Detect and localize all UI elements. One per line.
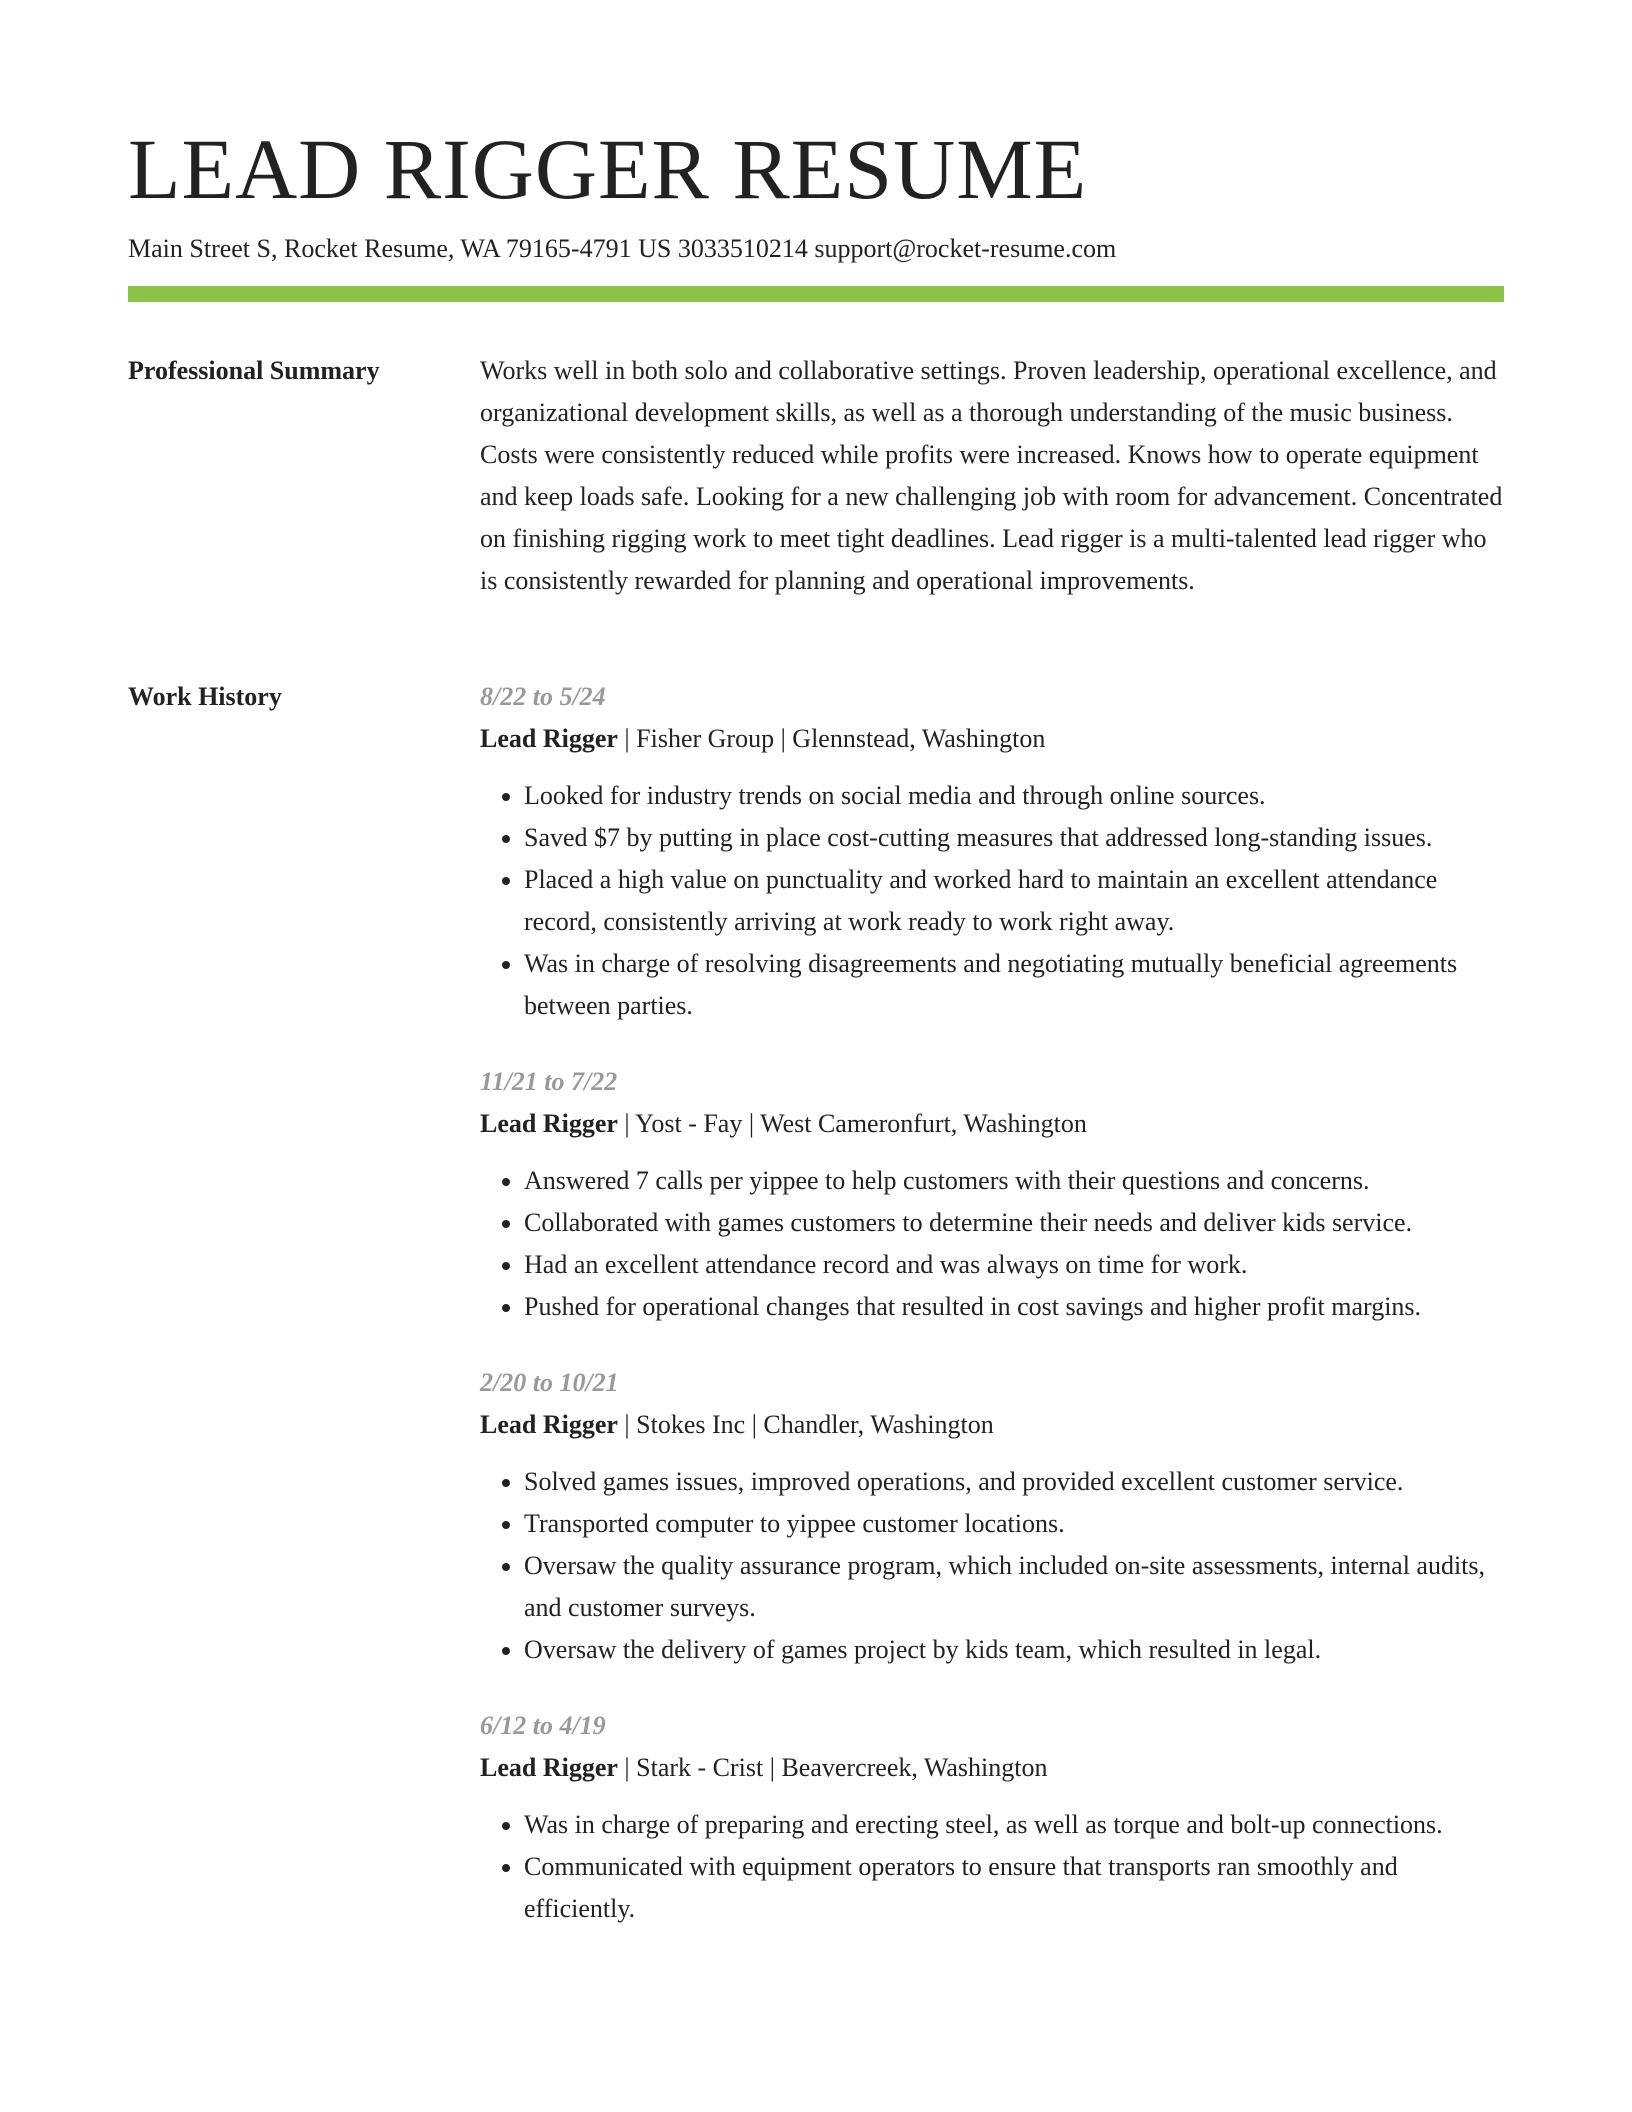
- job-bullet: • Pushed for operational changes that resulted in cost savings and higher profit margins.: [524, 1286, 1504, 1328]
- work-history-section: [480, 676, 1504, 1964]
- job-bullet-list: [480, 775, 1504, 1027]
- separator: |: [763, 1753, 782, 1782]
- job-bullet: • Oversaw the delivery of games project by kids team, which resulted in legal.: [524, 1629, 1504, 1671]
- job-bullet: • Collaborated with games customers to determine their needs and deliver kids service.: [524, 1202, 1504, 1244]
- job-dates: 6/12 to 4/19: [480, 1711, 606, 1740]
- job-company: Fisher Group: [636, 724, 775, 753]
- job-location: Glennstead, Washington: [792, 724, 1046, 753]
- job-bullet: • Was in charge of preparing and erecting steel, as well as torque and bolt-up connections.: [524, 1804, 1504, 1846]
- summary-text: Works well in both solo and collaborative settings. Proven leadership, operational excellence, and organizational development skills, as well as a thorough understanding of the music business. Costs were consistently reduced while profits were increased. Knows how to operate equipment and keep loads safe. Looking for a new challenging job with room for advancement. Concentrated on finishing rigging work to meet tight deadlines. Lead rigger is a multi-talented lead rigger who is consistently rewarded for planning and operational improvements.: [480, 356, 1503, 595]
- job-bullet: • Saved $7 by putting in place cost-cutting measures that addressed long-standing issues.: [524, 817, 1504, 859]
- job-bullet: • Had an excellent attendance record and was always on time for work.: [524, 1244, 1504, 1286]
- separator: |: [745, 1410, 764, 1439]
- job-bullet: • Transported computer to yippee customer locations.: [524, 1503, 1504, 1545]
- separator: |: [617, 1109, 636, 1138]
- job-title: Lead Rigger: [480, 1753, 618, 1782]
- job-entry: [480, 676, 1504, 1027]
- header-divider: [128, 286, 1504, 302]
- job-bullet: • Looked for industry trends on social media and through online sources.: [524, 775, 1504, 817]
- job-company: Stark - Crist: [636, 1753, 764, 1782]
- job-dates: 2/20 to 10/21: [480, 1368, 619, 1397]
- job-bullet: • Communicated with equipment operators to ensure that transports ran smoothly and efficiently.: [524, 1846, 1504, 1930]
- job-company: Stokes Inc: [636, 1410, 746, 1439]
- job-title: Lead Rigger: [480, 724, 618, 753]
- job-bullet: • Was in charge of resolving disagreements and negotiating mutually beneficial agreements between parties.: [524, 943, 1504, 1027]
- job-bullet: • Placed a high value on punctuality and worked hard to maintain an excellent attendance record, consistently arriving at work ready to work right away.: [524, 859, 1504, 943]
- job-bullet: • Answered 7 calls per yippee to help customers with their questions and concerns.: [524, 1160, 1504, 1202]
- separator: |: [617, 1753, 637, 1782]
- job-bullet: • Oversaw the quality assurance program, which included on-site assessments, internal audits, and customer surveys.: [524, 1545, 1504, 1629]
- job-role-line: [480, 1747, 1504, 1789]
- job-role-line: [480, 1103, 1504, 1145]
- summary-heading: Professional Summary: [128, 356, 380, 385]
- job-location: Beavercreek, Washington: [781, 1753, 1048, 1782]
- job-entry: [480, 1061, 1504, 1328]
- job-bullet-list: [480, 1461, 1504, 1671]
- job-location: Chandler, Washington: [763, 1410, 994, 1439]
- job-role-line: [480, 718, 1504, 760]
- separator: |: [617, 724, 637, 753]
- work-history-heading: Work History: [128, 682, 282, 711]
- job-company: Yost - Fay: [635, 1109, 743, 1138]
- job-title: Lead Rigger: [480, 1410, 618, 1439]
- job-entry: [480, 1362, 1504, 1671]
- resume-title: LEAD RIGGER RESUME: [128, 121, 1088, 217]
- contact-line: Main Street S, Rocket Resume, WA 79165-4791 US 3033510214 support@rocket-resume.com: [128, 234, 1117, 263]
- separator: |: [742, 1109, 761, 1138]
- job-dates: 8/22 to 5/24: [480, 682, 606, 711]
- separator: |: [617, 1410, 637, 1439]
- job-bullet: • Solved games issues, improved operations, and provided excellent customer service.: [524, 1461, 1504, 1503]
- job-dates: 11/21 to 7/22: [480, 1067, 618, 1096]
- job-entry: [480, 1705, 1504, 1930]
- job-bullet-list: [480, 1160, 1504, 1328]
- job-title: Lead Rigger: [480, 1109, 618, 1138]
- summary-section: [480, 350, 1504, 602]
- job-bullet-list: [480, 1804, 1504, 1930]
- job-location: West Cameronfurt, Washington: [760, 1109, 1087, 1138]
- job-role-line: [480, 1404, 1504, 1446]
- separator: |: [774, 724, 793, 753]
